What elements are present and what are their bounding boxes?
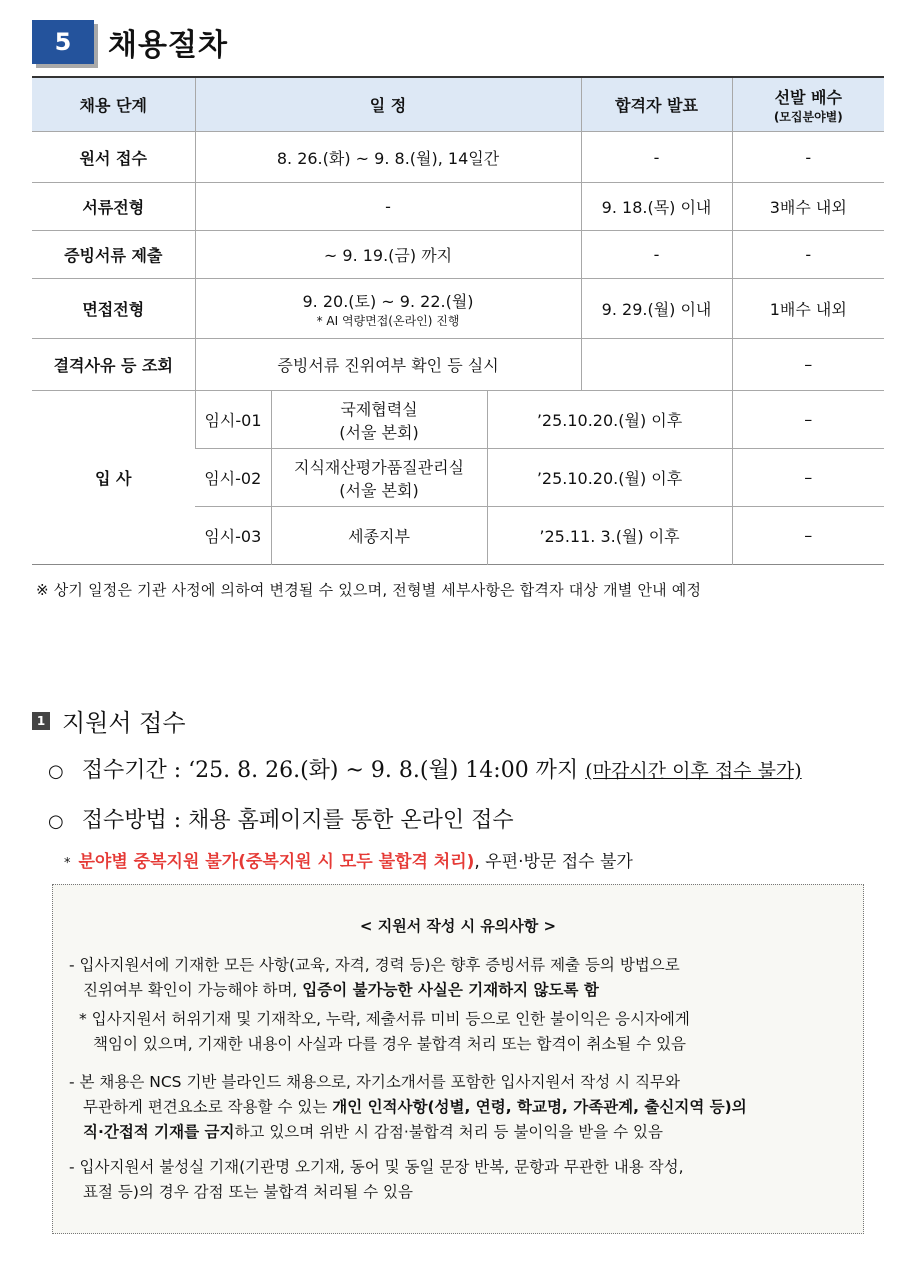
entry-dept-name: 국제협력실 [340, 399, 418, 419]
announce-cell: - [581, 132, 732, 183]
apply-number-box: 1 [32, 712, 50, 730]
caution-line [69, 1095, 747, 1120]
stage-cell: 결격사유 등 조회 [32, 339, 195, 391]
stage-cell: 원서 접수 [32, 132, 195, 183]
entry-code: 임시-02 [195, 449, 271, 507]
schedule-cell [195, 279, 581, 339]
announce-cell: 9. 29.(월) 이내 [581, 279, 732, 339]
apply-method-text: 접수방법 : 채용 홈페이지를 통한 온라인 접수 [81, 808, 514, 833]
caution-bold-text: 입증이 불가능한 사실은 기재하지 않도록 함 [302, 981, 599, 999]
schedule-cell: - [195, 183, 581, 231]
entry-date: ’25.10.20.(월) 이후 [487, 391, 732, 449]
caution-line: 표절 등)의 경우 감점 또는 불합격 처리될 수 있음 [83, 1183, 413, 1201]
table-note: ※ 상기 일정은 기관 사정에 의하여 변경될 수 있으며, 전형별 세부사항은 합격자 대상 개별 안내 예정 [36, 581, 702, 599]
entry-code: 임시-03 [195, 507, 271, 565]
schedule-cell: 증빙서류 진위여부 확인 등 실시 [195, 339, 581, 391]
schedule-cell: 8. 26.(화) ~ 9. 8.(월), 14일간 [195, 132, 581, 183]
caution-line [69, 1120, 747, 1145]
schedule-note: * AI 역량면접(온라인) 진행 [316, 313, 460, 328]
entry-stage-cell: 입 사 [32, 391, 195, 565]
section-title: 채용절차 [108, 28, 228, 63]
caution-text: 무관하게 편견요소로 작용할 수 있는 [83, 1098, 333, 1116]
header-ratio-label: 선발 배수 [774, 87, 842, 107]
section-header [32, 16, 228, 68]
entry-row [32, 391, 884, 449]
entry-dept: 세종지부 [271, 507, 487, 565]
ratio-cell: – [732, 339, 884, 391]
caution-line: 책임이 있으며, 기재한 내용이 사실과 다를 경우 불합격 처리 또는 합격이 취소될 수 있음 [93, 1035, 687, 1053]
entry-dept-location: (서울 본회) [339, 422, 419, 442]
header-stage: 채용 단계 [32, 77, 195, 132]
ratio-cell: 3배수 내외 [732, 183, 884, 231]
caution-line: * 입사지원서 허위기재 및 기재착오, 누락, 제출서류 미비 등으로 인한 불이익은 응시자에게 [79, 1010, 690, 1028]
ratio-cell: - [732, 132, 884, 183]
caution-text: 진위여부 확인이 가능해야 하며, [83, 981, 303, 999]
announce-cell: - [581, 231, 732, 279]
warning-red-text: 분야별 중복지원 불가(중복지원 시 모두 불합격 처리) [78, 852, 475, 872]
entry-dept-location: (서울 본회) [339, 480, 419, 500]
caution-title: < 지원서 작성 시 유의사항 > [359, 917, 557, 935]
stage-cell: 서류전형 [32, 183, 195, 231]
circle-bullet-icon: ○ [48, 811, 64, 832]
entry-date: ’25.11. 3.(월) 이후 [487, 507, 732, 565]
header-ratio [732, 77, 884, 132]
entry-ratio: – [732, 449, 884, 507]
apply-warning [64, 847, 633, 872]
entry-ratio: – [732, 391, 884, 449]
table-row [32, 183, 884, 231]
apply-title: 지원서 접수 [62, 709, 186, 737]
caution-paragraph [69, 1155, 684, 1205]
schedule-text: 9. 20.(토) ~ 9. 22.(월) [302, 291, 474, 311]
apply-period [48, 753, 802, 784]
header-ratio-sub: (모집분야별) [773, 109, 843, 124]
recruitment-process-table [32, 76, 884, 565]
apply-method [48, 803, 514, 834]
entry-dept-name: 지식재산평가품질관리실 [293, 457, 465, 477]
table-row [32, 231, 884, 279]
caution-bold-text: 직·간접적 기재를 금지 [83, 1123, 235, 1141]
caution-paragraph [79, 1007, 690, 1057]
header-announce: 합격자 발표 [581, 77, 732, 132]
entry-ratio: – [732, 507, 884, 565]
ratio-cell: 1배수 내외 [732, 279, 884, 339]
table-row [32, 279, 884, 339]
caution-paragraph [69, 1070, 747, 1145]
apply-period-text: 접수기간 : ‘25. 8. 26.(화) ~ 9. 8.(월) 14:00 까지 [81, 758, 579, 783]
entry-code: 임시-01 [195, 391, 271, 449]
header-schedule: 일 정 [195, 77, 581, 132]
stage-cell: 증빙서류 제출 [32, 231, 195, 279]
caution-paragraph [69, 953, 680, 1003]
announce-cell: 9. 18.(목) 이내 [581, 183, 732, 231]
entry-dept [271, 391, 487, 449]
caution-line [69, 978, 680, 1003]
announce-cell [581, 339, 732, 391]
circle-bullet-icon: ○ [48, 761, 64, 782]
entry-date: ’25.10.20.(월) 이후 [487, 449, 732, 507]
caution-line: - 입사지원서에 기재한 모든 사항(교육, 자격, 경력 등)은 향후 증빙서류 제출 등의 방법으로 [69, 956, 680, 974]
table-row [32, 339, 884, 391]
caution-line: - 본 채용은 NCS 기반 블라인드 채용으로, 자기소개서를 포함한 입사지원서 작성 시 직무와 [69, 1073, 680, 1091]
caution-bold-text: 개인 인적사항(성별, 연령, 학교명, 가족관계, 출신지역 등)의 [332, 1098, 747, 1116]
warning-rest-text: , 우편·방문 접수 불가 [474, 852, 633, 872]
stage-cell: 면접전형 [32, 279, 195, 339]
table-row [32, 132, 884, 183]
asterisk-icon: * [64, 856, 71, 871]
apply-period-note: (마감시간 이후 접수 불가) [585, 760, 802, 782]
entry-dept [271, 449, 487, 507]
caution-box [52, 884, 864, 1234]
apply-heading [32, 703, 186, 738]
schedule-cell: ~ 9. 19.(금) 까지 [195, 231, 581, 279]
table-header-row [32, 77, 884, 132]
ratio-cell: - [732, 231, 884, 279]
caution-line: - 입사지원서 불성실 기재(기관명 오기재, 동어 및 동일 문장 반복, 문항과 무관한 내용 작성, [69, 1158, 684, 1176]
section-number: 5 [32, 20, 94, 64]
caution-text: 하고 있으며 위반 시 감점·불합격 처리 등 불이익을 받을 수 있음 [234, 1123, 663, 1141]
